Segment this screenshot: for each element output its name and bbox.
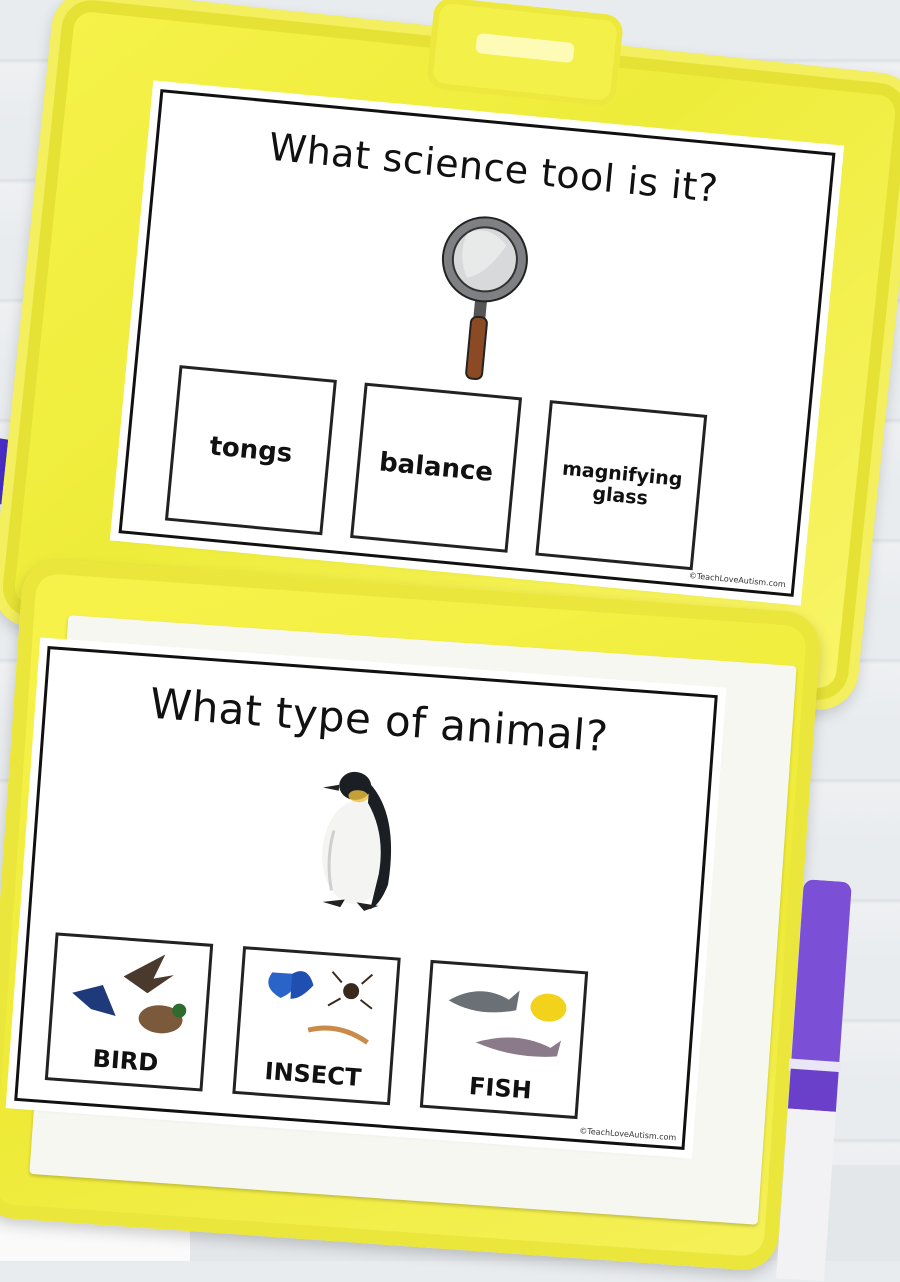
magnifying-glass-icon: [427, 209, 539, 387]
card-title: What science tool is it?: [266, 124, 721, 211]
choice-fish[interactable]: [420, 960, 588, 1119]
penguin-icon: [300, 759, 407, 916]
bird-pictures-icon: [59, 942, 206, 1052]
science-tool-card: [119, 89, 836, 597]
choice-fish-label: FISH: [468, 1072, 533, 1105]
choice-bird-label: BIRD: [91, 1044, 160, 1078]
fish-pictures-icon: [434, 970, 581, 1080]
insect-pictures-icon: [246, 956, 393, 1066]
choice-insect[interactable]: [232, 946, 400, 1105]
card-title: What type of animal?: [148, 678, 610, 762]
choice-balance[interactable]: balance: [350, 383, 522, 553]
choice-bird[interactable]: [45, 932, 213, 1091]
choice-tongs[interactable]: tongs: [165, 365, 337, 535]
copyright-text: ©TeachLoveAutism.com: [688, 570, 787, 590]
choice-magnifying-glass[interactable]: magnifying glass: [535, 400, 707, 570]
copyright-text: ©TeachLoveAutism.com: [579, 1126, 677, 1143]
choice-insect-label: INSECT: [263, 1057, 363, 1093]
animal-type-card: [14, 646, 718, 1150]
